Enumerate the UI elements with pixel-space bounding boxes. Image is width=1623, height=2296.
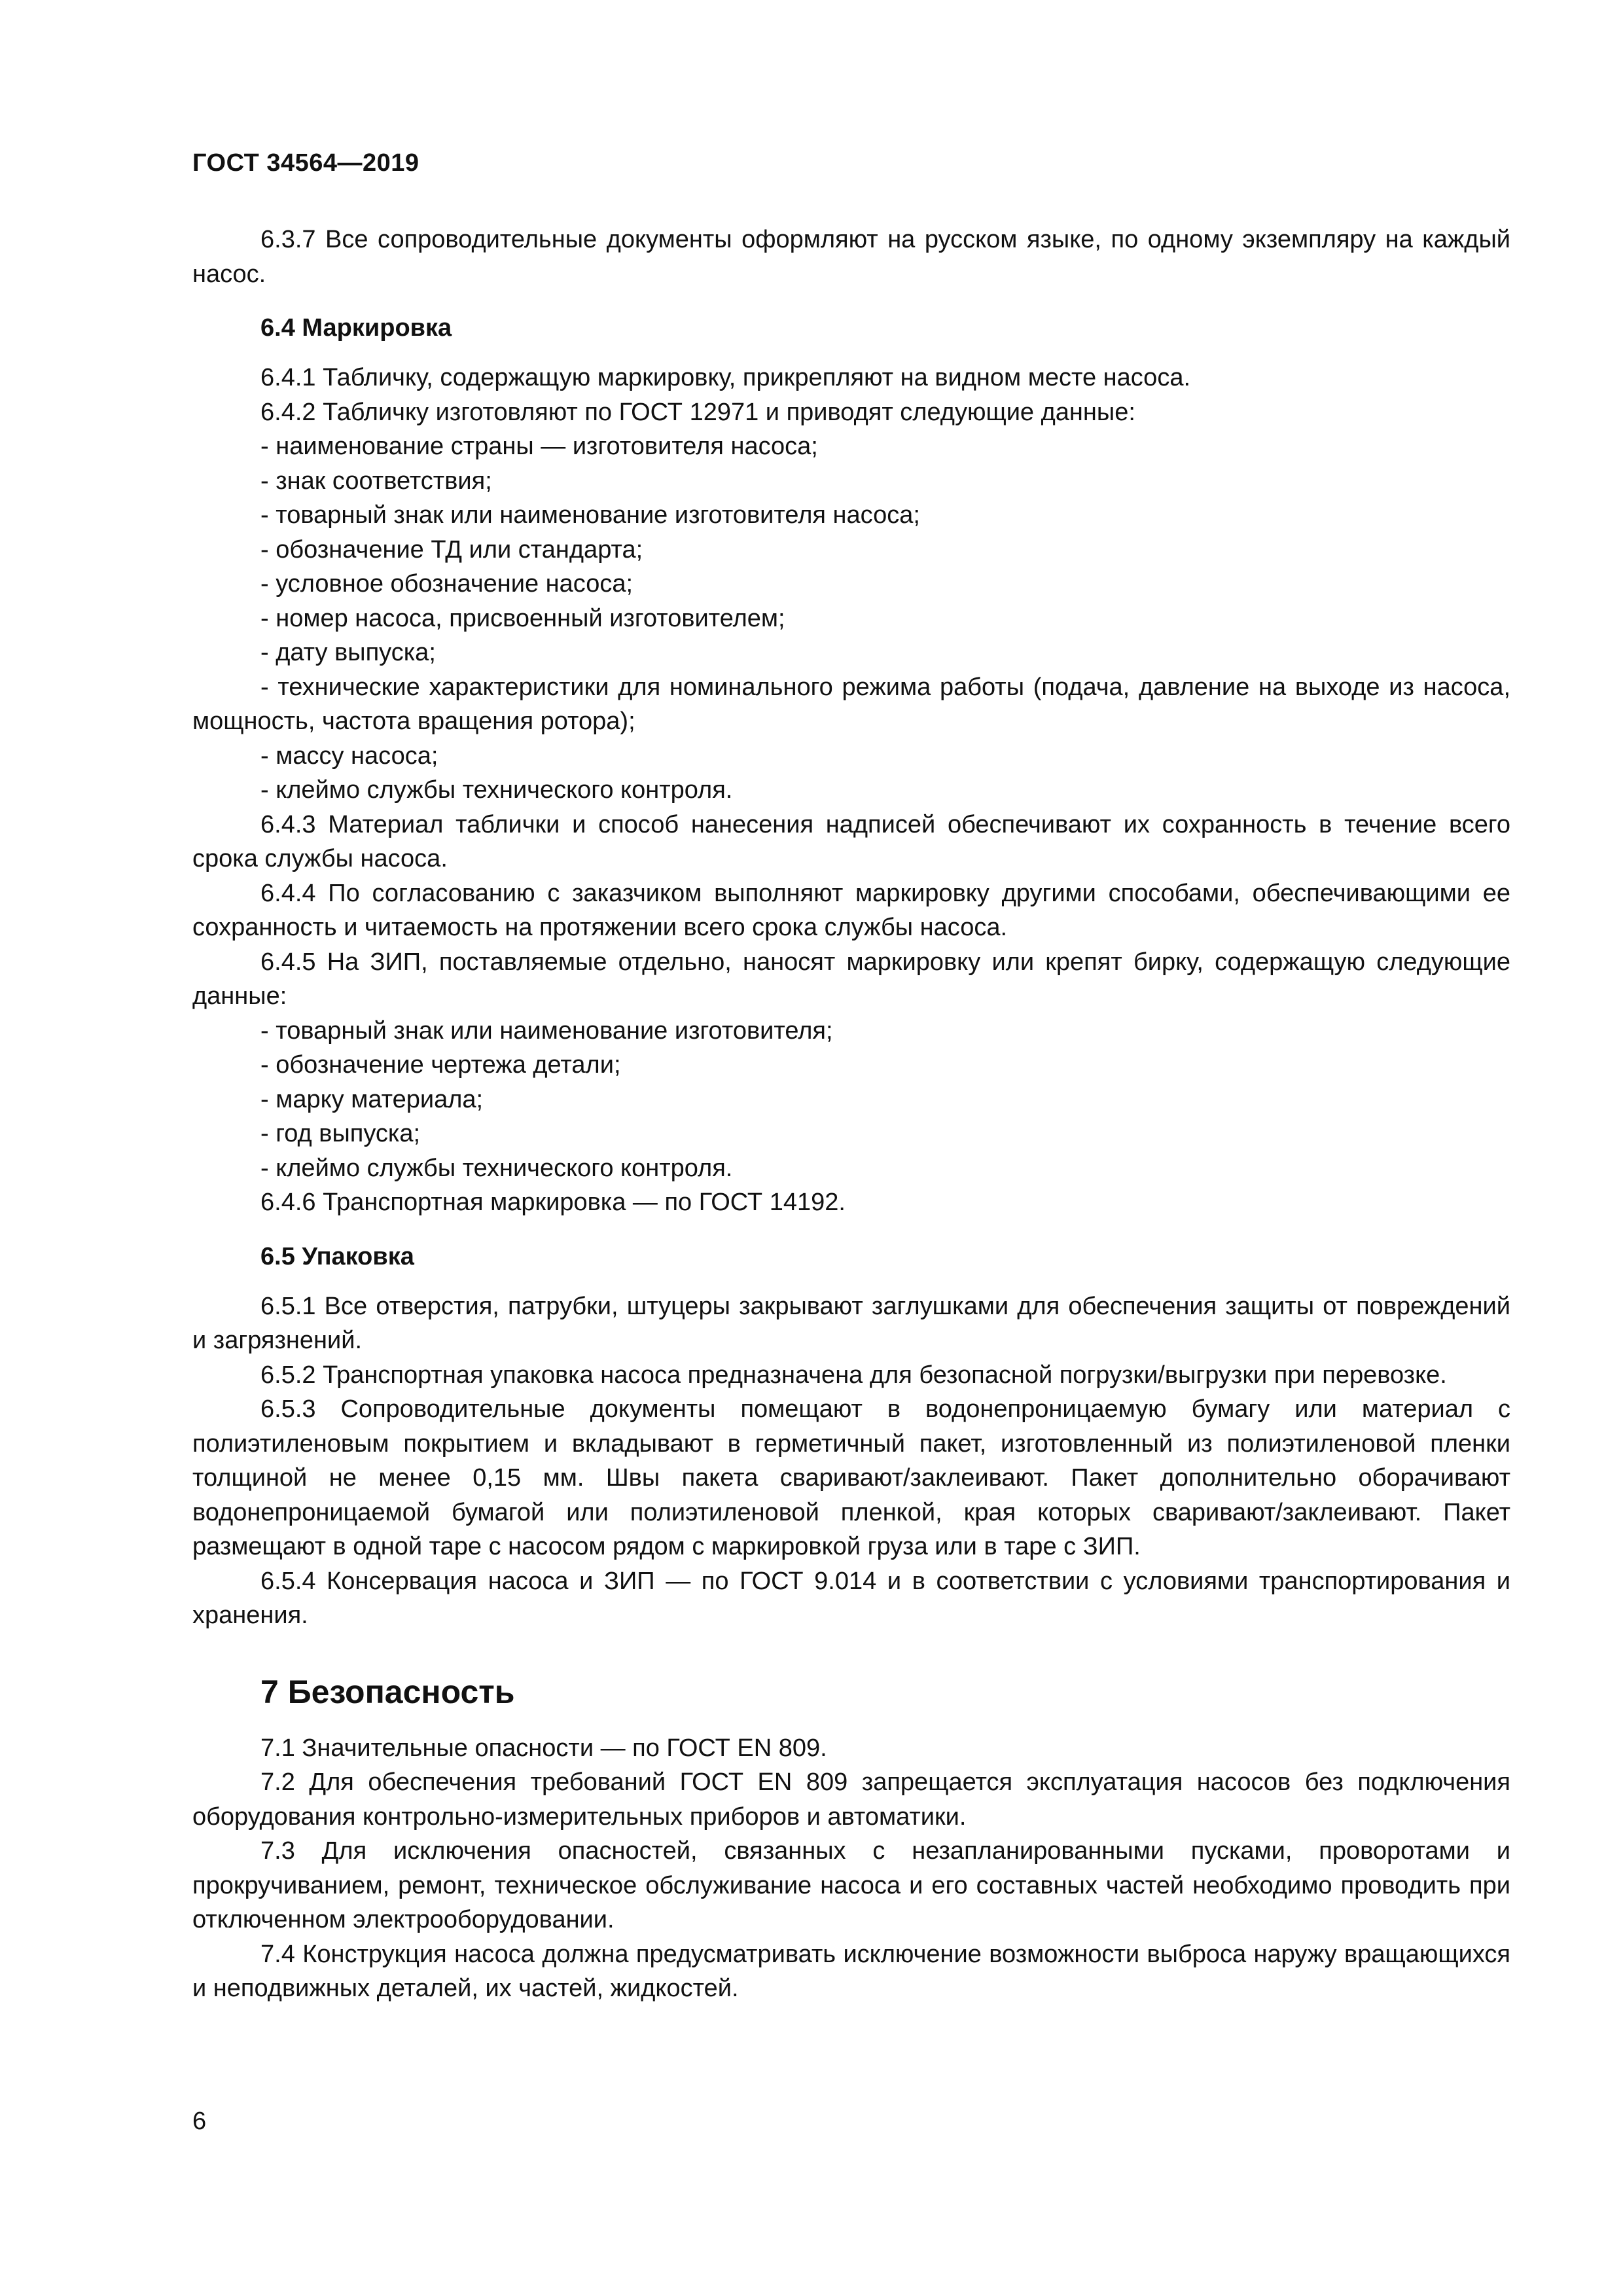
paragraph-7-3: 7.3 Для исключения опасностей, связанных с незапланированными пусками, проворотами и прокручиванием, ремонт, техническое обслуживание насоса и его составных частей необходимо проводить при отключенном электрооборудовании.	[192, 1837, 1510, 1933]
paragraph-6-4-6: 6.4.6 Транспортная маркировка — по ГОСТ 14192.	[260, 1189, 846, 1216]
list-item: - условное обозначение насоса;	[260, 570, 633, 598]
paragraph-6-5-4: 6.5.4 Консервация насоса и ЗИП — по ГОСТ 9.014 и в соответствии с условиями транспортирования и хранения.	[192, 1567, 1510, 1629]
paragraph-6-5-3: 6.5.3 Сопроводительные документы помещают в водонепроницаемую бумагу или материал с полиэтиленовым покрытием и вкладывают в герметичный пакет, изготовленный из полиэтиленовой пленки толщиной не менее 0,15 мм. Швы пакета сваривают/заклеивают. Пакет дополнительно оборачивают водонепроницаемой бумагой или полиэтиленовой пленкой, края которых сваривают/заклеивают. Пакет размещают в одной таре с насосом рядом с маркировкой груза или в таре с ЗИП.	[192, 1395, 1510, 1560]
list-item: - дату выпуска;	[260, 639, 436, 666]
list-item: - технические характеристики для номинального режима работы (подача, давление на выходе из насоса, мощность, частота вращения ротора);	[192, 673, 1510, 735]
list-item: - номер насоса, присвоенный изготовителем;	[260, 604, 785, 632]
paragraph-6-4-4: 6.4.4 По согласованию с заказчиком выполняют маркировку другими способами, обеспечивающими ее сохранность и читаемость на протяжении всего срока службы насоса.	[192, 879, 1510, 941]
document-body	[192, 223, 1510, 2006]
list-item: - знак соответствия;	[260, 467, 492, 495]
list-item: - наименование страны — изготовителя насоса;	[260, 433, 818, 460]
paragraph-7-1: 7.1 Значительные опасности — по ГОСТ EN 809.	[260, 1734, 827, 1762]
paragraph-6-4-5: 6.4.5 На ЗИП, поставляемые отдельно, наносят маркировку или крепят бирку, содержащую следующие данные:	[192, 948, 1510, 1010]
paragraph-7-2: 7.2 Для обеспечения требований ГОСТ EN 809 запрещается эксплуатация насосов без подключения оборудования контрольно-измерительных приборов и автоматики.	[192, 1768, 1510, 1831]
paragraph-6-3-7: 6.3.7 Все сопроводительные документы оформляют на русском языке, по одному экземпляру на каждый насос.	[192, 226, 1510, 288]
list-item: - товарный знак или наименование изготовителя насоса;	[260, 501, 920, 529]
section-heading-7: 7 Безопасность	[260, 1673, 515, 1710]
list-item: - клеймо службы технического контроля.	[260, 1154, 733, 1182]
list-item: - марку материала;	[260, 1085, 484, 1113]
list-item: - год выпуска;	[260, 1120, 421, 1147]
paragraph-6-5-2: 6.5.2 Транспортная упаковка насоса предназначена для безопасной погрузки/выгрузки при перевозке.	[260, 1361, 1447, 1389]
paragraph-7-4: 7.4 Конструкция насоса должна предусматривать исключение возможности выброса наружу вращающихся и неподвижных деталей, их частей, жидкостей.	[192, 1940, 1510, 2002]
paragraph-6-4-1: 6.4.1 Табличку, содержащую маркировку, прикрепляют на видном месте насоса.	[260, 364, 1191, 391]
paragraph-6-4-3: 6.4.3 Материал таблички и способ нанесения надписей обеспечивают их сохранность в течение всего срока службы насоса.	[192, 810, 1510, 872]
list-item: - обозначение чертежа детали;	[260, 1051, 621, 1079]
list-item: - массу насоса;	[260, 742, 438, 770]
document-header: ГОСТ 34564—2019	[192, 149, 419, 177]
list-item: - обозначение ТД или стандарта;	[260, 535, 643, 564]
subsection-heading-6-4: 6.4 Маркировка	[260, 314, 452, 342]
list-item: - клеймо службы технического контроля.	[260, 776, 733, 804]
paragraph-6-5-1: 6.5.1 Все отверстия, патрубки, штуцеры закрывают заглушками для обеспечения защиты от повреждений и загрязнений.	[192, 1292, 1510, 1354]
subsection-heading-6-5: 6.5 Упаковка	[260, 1242, 414, 1270]
paragraph-6-4-2: 6.4.2 Табличку изготовляют по ГОСТ 12971 и приводят следующие данные:	[260, 398, 1135, 426]
list-item: - товарный знак или наименование изготовителя;	[260, 1016, 833, 1045]
page-number: 6	[192, 2108, 207, 2135]
